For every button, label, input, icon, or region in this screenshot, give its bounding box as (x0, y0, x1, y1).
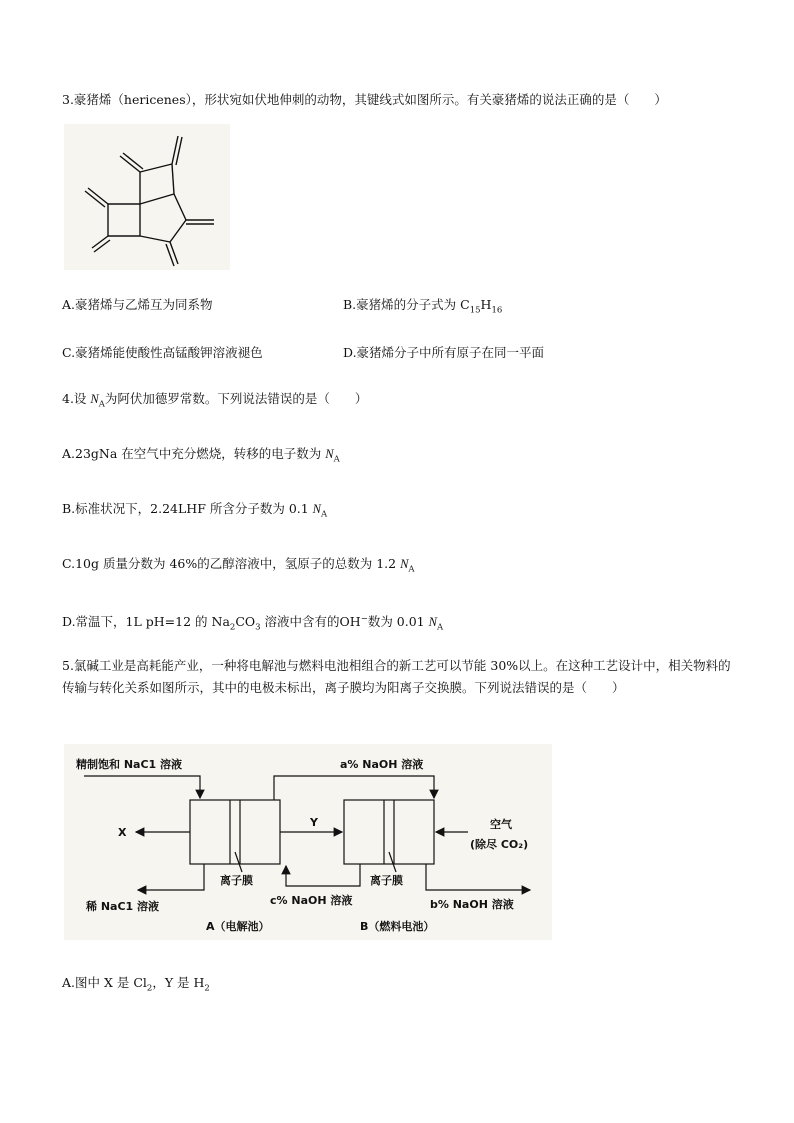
air-label: 空气 (490, 818, 512, 831)
q4-option-b: B.标准状况下，2.24LHF 所含分子数为 0.1 $N_A$ (62, 501, 328, 520)
c-naoh-label: c% NaOH 溶液 (270, 894, 353, 907)
electrolysis-cell-box (190, 800, 280, 864)
q4-option-c: C.10g 质量分数为 46%的乙醇溶液中，氢原子的总数为 1.2 $N_A$ (62, 556, 415, 575)
q3-option-b: B.豪猪烯的分子式为 $C_{15}H_{16}$ (343, 297, 503, 316)
cell-a-caption: A（电解池） (206, 920, 270, 933)
q3-option-c: C.豪猪烯能使酸性高锰酸钾溶液褪色 (62, 345, 263, 360)
fuel-cell-box (344, 800, 434, 864)
hericene-skeletal-formula (64, 124, 230, 270)
cell-b-caption: B（燃料电池） (360, 920, 435, 933)
a-naoh-label: a% NaOH 溶液 (340, 758, 424, 771)
x-label: X (118, 826, 127, 839)
remove-co2-label: (除尽 CO₂) (470, 838, 529, 851)
b-naoh-label: b% NaOH 溶液 (430, 898, 514, 911)
nacl-inlet-label: 精制饱和 NaC1 溶液 (76, 758, 183, 771)
q5-stem: 5.氯碱工业是高耗能产业，一种将电解池与燃料电池相组合的新工艺可以节能 30%以上。在这种工艺设计中，相关物料的传输与转化关系如图所示，其中的电极未标出，离子膜均为阳离子交换膜。下列说法错误的是（ ） (62, 658, 731, 695)
q3-stem: 3.豪猪烯（hericenes），形状宛如伏地伸刺的动物，其键线式如图所示。有关豪猪烯的说法正确的是（ ） (62, 92, 667, 107)
membrane-b-label: 离子膜 (370, 874, 403, 887)
membrane-a-label: 离子膜 (220, 874, 253, 887)
y-label: Y (310, 816, 318, 829)
q3-option-d: D.豪猪烯分子中所有原子在同一平面 (343, 345, 545, 360)
q4-option-d: D.常温下，1L pH=12 的 $Na_2CO_3$ 溶液中含有的OH−数为 0.01 $N_A$ (62, 614, 444, 633)
q3-option-a: A.豪猪烯与乙烯互为同系物 (62, 297, 213, 312)
hericene-structure-figure (64, 124, 230, 270)
q4-stem: 4.设 $N_A$为阿伏加德罗常数。下列说法错误的是（ ） (62, 391, 368, 410)
q5-option-a: A.图中 X 是 $Cl_2$，Y 是 $H_2$ (62, 975, 210, 994)
q4-option-a: A.23gNa 在空气中充分燃烧，转移的电子数为 $N_A$ (62, 446, 340, 465)
process-diagram (64, 744, 552, 940)
dilute-nacl-label: 稀 NaC1 溶液 (86, 900, 160, 913)
chlor-alkali-process-figure (64, 744, 552, 940)
